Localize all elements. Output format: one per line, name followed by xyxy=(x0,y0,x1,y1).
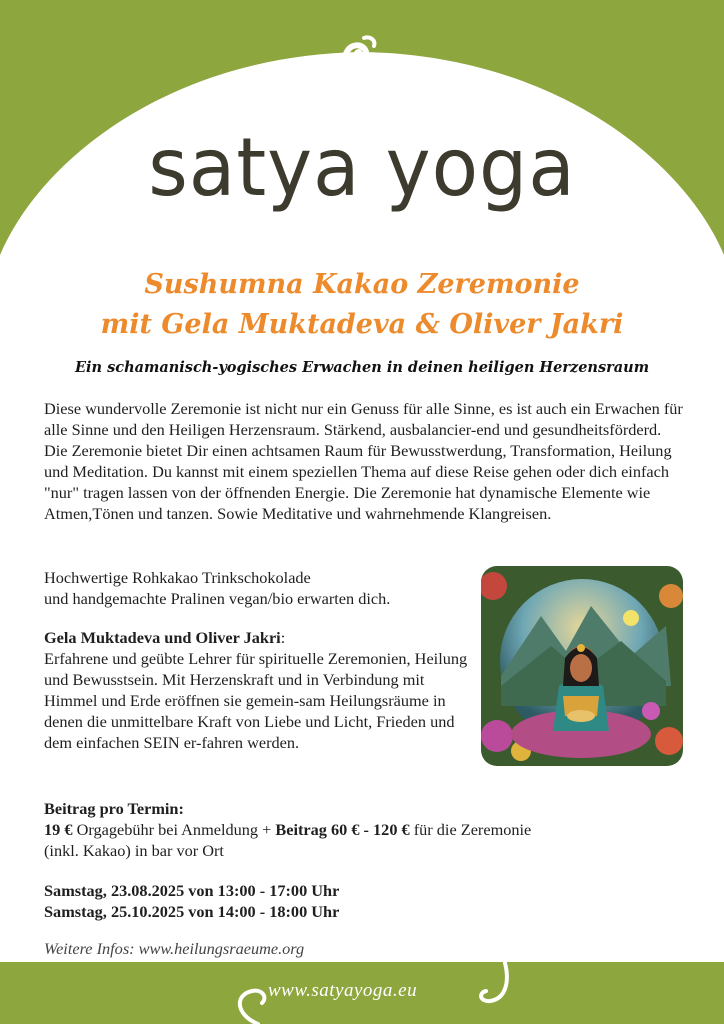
fee-section xyxy=(44,798,684,861)
event-title-line-2: mit Gela Muktadeva & Oliver Jakri xyxy=(100,309,624,340)
fee-heading: Beitrag pro Termin: xyxy=(44,799,184,818)
event-title-line-1: Sushumna Kakao Zeremonie xyxy=(144,269,580,300)
footer-website-link[interactable]: www.satyayoga.eu xyxy=(268,980,418,1001)
brand-logo-text: satya yoga xyxy=(148,121,576,214)
intro-paragraph: Diese wundervolle Zeremonie ist nicht nur ein Genuss für alle Sinne, es ist auch ein Erwachen für alle Sinne und den Heiligen Herzensraum. Stärkend, ausbalancier-end und gesundheitsförderd. Die Zeremonie bietet Dir einen achtsamen Raum für Bewusstwerdung, Transformation, Heilung und Meditation. Du kannst mit einem speziellen Thema auf diese Reise gehen oder dich einfach "nur" tragen lassen von der öffnenden Energie. Die Zeremonie hat dynamische Elemente wie Atmen,Tönen und tanzen. Sowie Meditative und wahrnehmende Klangreisen. xyxy=(44,399,683,523)
teachers-heading: Gela Muktadeva und Oliver Jakri xyxy=(44,628,281,647)
date-item: Samstag, 23.08.2025 von 13:00 - 17:00 Uhr xyxy=(44,881,340,900)
fee-note: (inkl. Kakao) in bar vor Ort xyxy=(44,841,224,860)
teachers-heading-colon: : xyxy=(280,628,286,647)
logo-swirl-icon xyxy=(336,32,382,74)
date-item: Samstag, 25.10.2025 von 14:00 - 18:00 Uhr xyxy=(44,902,340,921)
teachers-paragraph xyxy=(44,627,474,753)
fee-amount-ceremony: Beitrag 60 € - 120 € xyxy=(275,820,410,839)
chocolate-line-2: und handgemachte Pralinen vegan/bio erwarten dich. xyxy=(44,589,391,608)
event-subtitle: Ein schamanisch-yogisches Erwachen in deinen heiligen Herzensraum xyxy=(74,359,650,376)
teachers-text: Erfahrene und geübte Lehrer für spirituelle Zeremonien, Heilung und Bewusstsein. Mit Herzenskraft und in Verbindung mit Himmel und Erde eröffnen sie gemein-sam Heilungsräume in denen die unmittelbare Kraft von Liebe und Licht, Frieden und dem einfachen SEIN er-fahren werden. xyxy=(44,649,468,752)
fee-text-ceremony: für die Zeremonie xyxy=(409,820,532,839)
event-title xyxy=(0,265,724,345)
fee-amount-orga: 19 € xyxy=(44,820,73,839)
chocolate-line-1: Hochwertige Rohkakao Trinkschokolade xyxy=(44,568,311,587)
dates-list xyxy=(44,880,684,922)
meditating-woman-painting-icon xyxy=(481,566,683,766)
more-info-link[interactable]: Weitere Infos: www.heilungsraeume.org xyxy=(44,939,305,958)
chocolate-paragraph xyxy=(44,567,474,609)
fee-text-orga: Orgagebühr bei Anmeldung + xyxy=(72,820,276,839)
